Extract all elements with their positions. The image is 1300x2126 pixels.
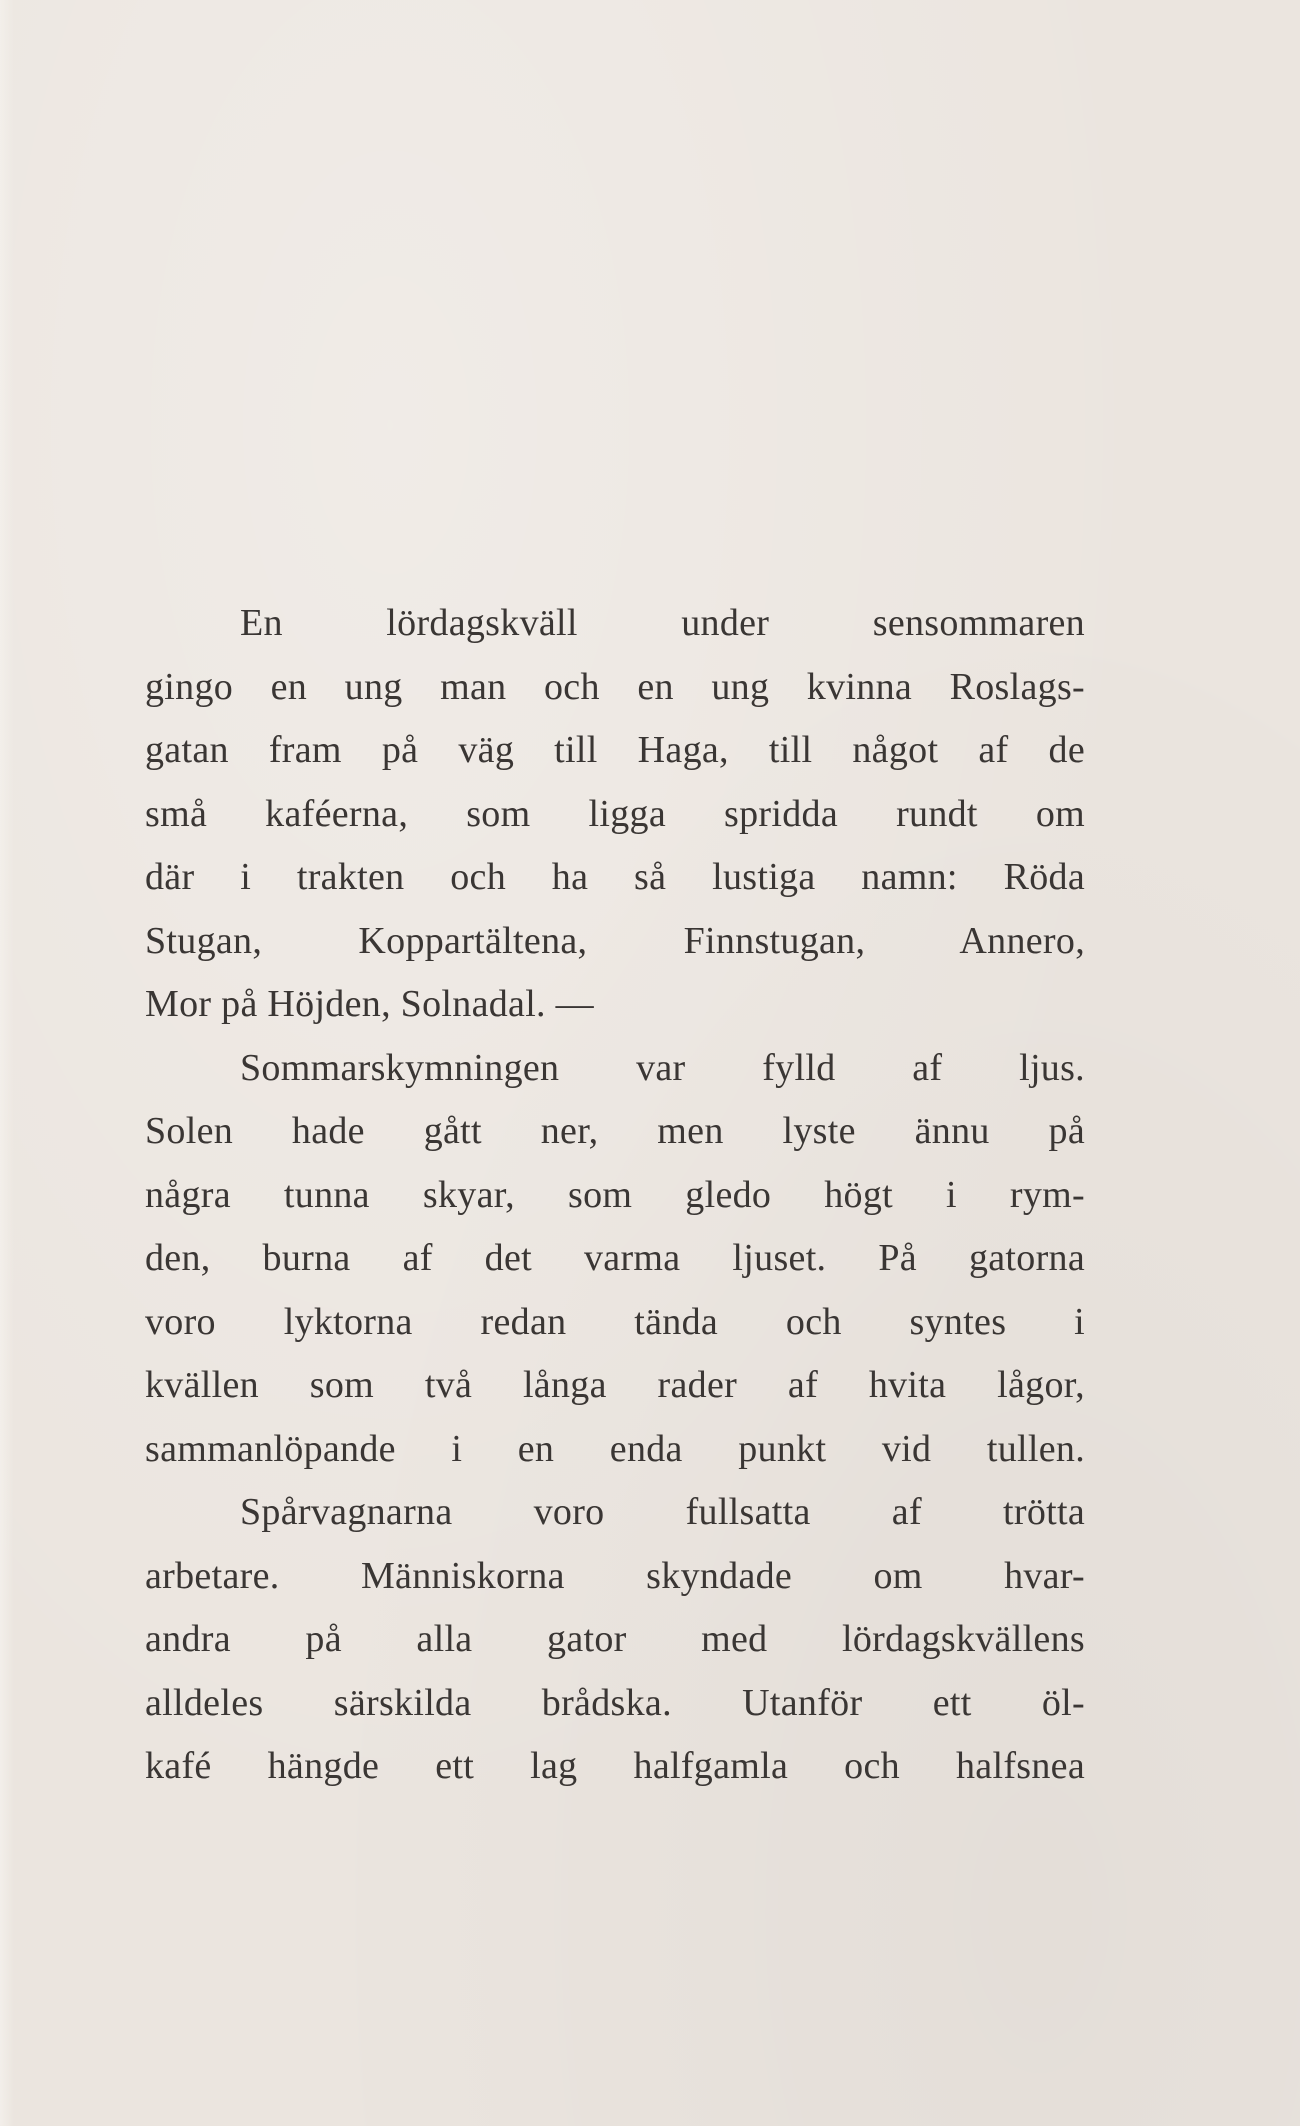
text-line-13: kvällen som två långa rader af hvita lågor, [145, 1364, 1085, 1406]
text-line-12: voro lyktorna redan tända och syntes i [145, 1300, 1085, 1343]
text-line-10: några tunna skyar, som gledo högt i rym- [145, 1173, 1085, 1216]
text-line-8: Sommarskymningen var fylld af ljus. [240, 1046, 1085, 1089]
text-line-6: Stugan, Koppartältena, Finnstugan, Annero, [145, 919, 1085, 962]
text-line-1: En lördagskväll under sensommaren [240, 602, 1085, 644]
page-edge [0, 0, 14, 2126]
text-line-9: Solen hade gått ner, men lyste ännu på [145, 1110, 1085, 1152]
text-line-19: kafé hängde ett lag halfgamla och halfsnea [145, 1745, 1085, 1787]
text-line-7: Mor på Höjden, Solnadal. — [145, 983, 594, 1025]
text-line-15: Spårvagnarna voro fullsatta af trötta [240, 1491, 1085, 1533]
text-line-5: där i trakten och ha så lustiga namn: Röda [145, 856, 1085, 898]
text-line-17: andra på alla gator med lördagskvällens [145, 1618, 1085, 1660]
text-line-14: sammanlöpande i en enda punkt vid tullen. [145, 1427, 1085, 1470]
text-line-11: den, burna af det varma ljuset. På gatorna [145, 1237, 1085, 1279]
text-line-4: små kaféerna, som ligga spridda rundt om [145, 792, 1085, 835]
text-line-3: gatan fram på väg till Haga, till något af de [145, 729, 1085, 771]
text-line-18: alldeles särskilda brådska. Utanför ett öl- [145, 1681, 1085, 1724]
text-line-2: gingo en ung man och en ung kvinna Roslags- [145, 665, 1085, 708]
text-line-16: arbetare. Människorna skyndade om hvar- [145, 1554, 1085, 1597]
body-text [145, 592, 1085, 1799]
